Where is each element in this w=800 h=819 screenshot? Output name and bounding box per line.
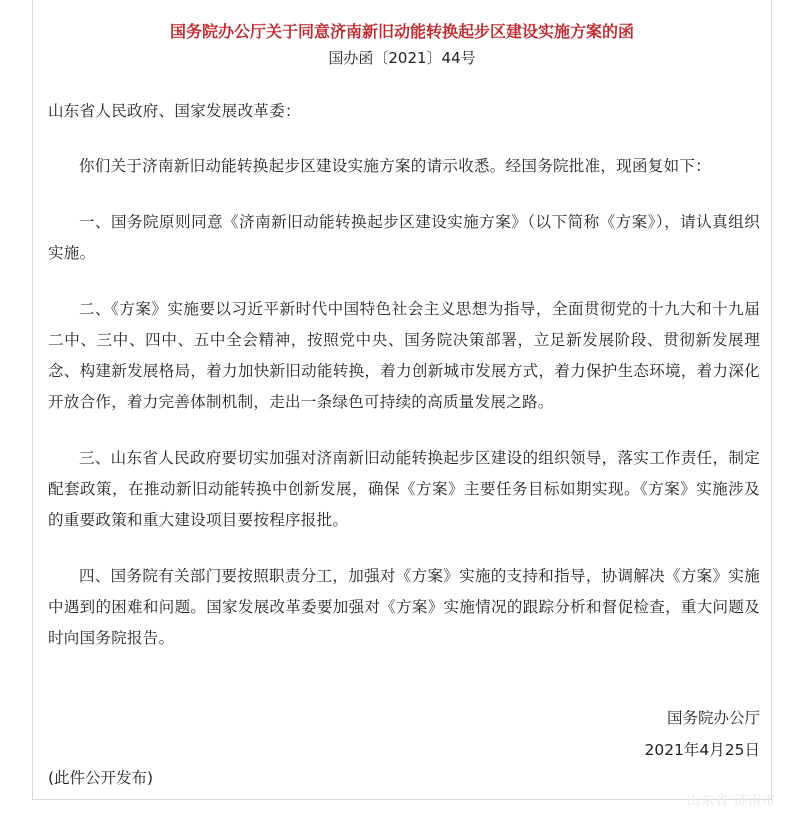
issuer: 国务院办公厅 [666,709,760,727]
paragraph-2: 二、《方案》实施要以习近平新时代中国特色社会主义思想为指导，全面贯彻党的十九大和十九届二中、三中、四中、五中全会精神，按照党中央、国务院决策部署，立足新发展阶段、贯彻新发展理念、构建新发展格局，着力加快新旧动能转换，着力创新城市发展方式，着力保护生态环境，着力深化开放合作，着力完善体制机制，走出一条绿色可持续的高质量发展之路。 [48,300,760,411]
watermark: 山东省 济南市 [686,794,776,809]
paragraph-3: 三、山东省人民政府要切实加强对济南新旧动能转换起步区建设的组织领导，落实工作责任，制定配套政策，在推动新旧动能转换中创新发展，确保《方案》主要任务目标如期实现。《方案》实施涉及的重要政策和重大建设项目要按程序报批。 [48,449,760,529]
signature-block [644,702,760,766]
paragraph-intro: 你们关于济南新旧动能转换起步区建设实施方案的请示收悉。经国务院批准，现函复如下： [79,157,712,175]
paragraph-4: 四、国务院有关部门要按照职责分工，加强对《方案》实施的支持和指导，协调解决《方案》实施中遇到的困难和问题。国家发展改革委要加强对《方案》实施情况的跟踪分析和督促检查，重大问题及时向国务院报告。 [48,567,760,647]
publication-note: (此件公开发布) [48,769,154,787]
document-body [48,96,760,679]
document-number: 国办函〔2021〕44号 [328,49,476,67]
paragraph-1: 一、国务院原则同意《济南新旧动能转换起步区建设实施方案》（以下简称《方案》），请认真组织实施。 [48,213,760,262]
document-title: 国务院办公厅关于同意济南新旧动能转换起步区建设实施方案的函 [169,22,634,41]
issue-date: 2021年4月25日 [644,741,760,759]
addressee: 山东省人民政府、国家发展改革委： [48,102,301,120]
